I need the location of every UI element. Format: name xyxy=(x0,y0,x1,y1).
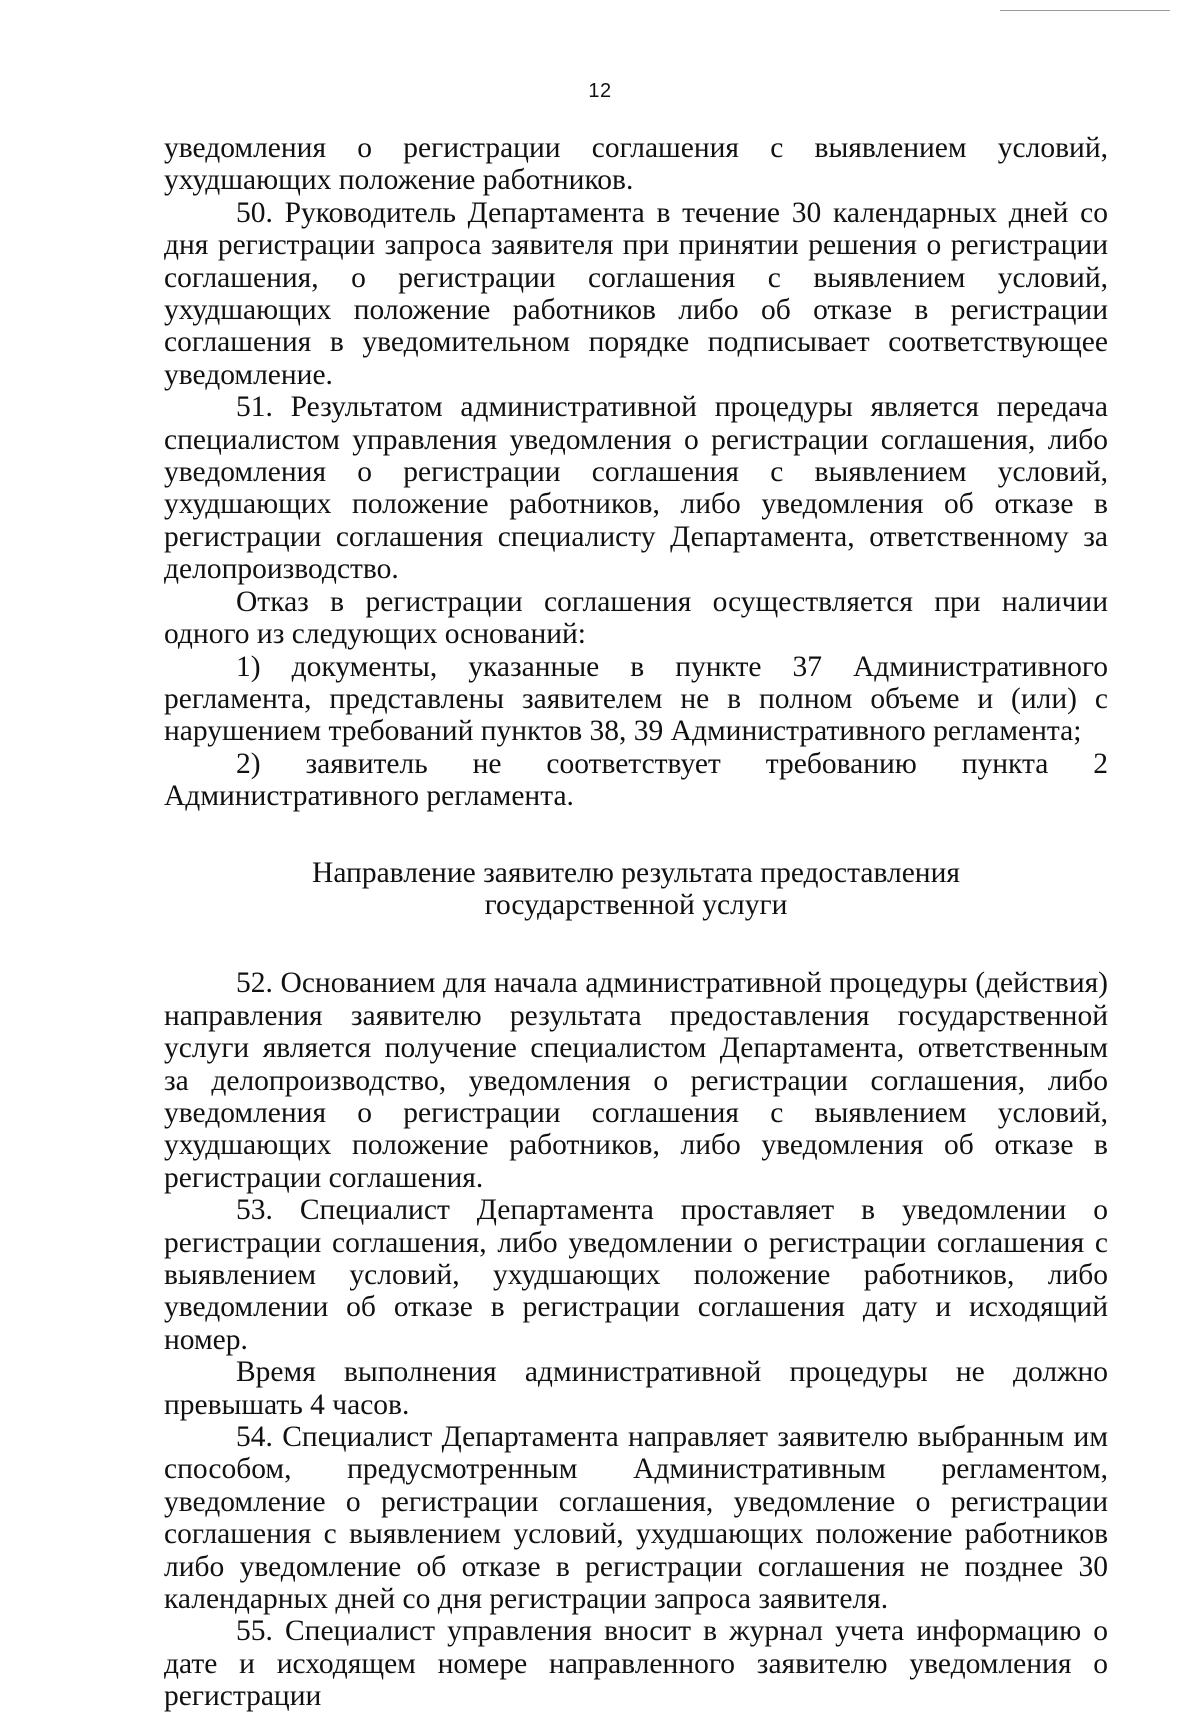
list-item-1: 1) документы, указанные в пункте 37 Административного регламента, представлены заявителем не в полном объеме и (или) с нарушением требований пунктов 38, 39 Административного регламента; xyxy=(164,650,1108,748)
section-heading xyxy=(164,857,1108,922)
paragraph-continuation: уведомления о регистрации соглашения с выявлением условий, ухудшающих положение работников. xyxy=(164,132,1108,197)
section-heading-line-1: Направление заявителю результата предоставления xyxy=(312,856,960,889)
paragraph-50: 50. Руководитель Департамента в течение 30 календарных дней со дня регистрации запроса заявителя при принятии решения о регистрации соглашения, о регистрации соглашения с выявлением условий, ухудшающих положение работников либо об отказе в регистрации соглашения в уведомительном порядке подписывает соответствующее уведомление. xyxy=(164,196,1108,391)
list-item-2: 2) заявитель не соответствует требованию пункта 2 Административного регламента. xyxy=(164,747,1108,813)
paragraph-52: 52. Основанием для начала административной процедуры (действия) направления заявителю результата предоставления государственной услуги является получение специалистом Департамента, ответственным за делопроизводство, уведомления о регистрации соглашения, либо уведомления о регистрации соглашения с выявлением условий, ухудшающих положение работников, либо уведомления об отказе в регистрации соглашения. xyxy=(164,967,1108,1194)
paragraph-54: 54. Специалист Департамента направляет заявителю выбранным им способом, предусмотренным Административным регламентом, уведомление о регистрации соглашения, уведомление о регистрации соглашения с выявлением условий, ухудшающих положение работников либо уведомление об отказе в регистрации соглашения не позднее 30 календарных дней со дня регистрации запроса заявителя. xyxy=(164,1421,1108,1616)
paragraph-refusal-grounds: Отказ в регистрации соглашения осуществляется при наличии одного из следующих оснований: xyxy=(164,585,1108,651)
paragraph-53: 53. Специалист Департамента проставляет в уведомлении о регистрации соглашения, либо уведомлении о регистрации соглашения с выявлением условий, ухудшающих положение работников, либо уведомлении об отказе в регистрации соглашения дату и исходящий номер. xyxy=(164,1194,1108,1356)
page-number: 12 xyxy=(588,80,612,102)
document-body xyxy=(164,132,1108,1713)
scan-edge-line xyxy=(1000,10,1170,11)
paragraph-55: 55. Специалист управления вносит в журнал учета информацию о дате и исходящем номере направленного заявителю уведомления о регистрации xyxy=(164,1615,1108,1713)
paragraph-51: 51. Результатом административной процедуры является передача специалистом управления уведомления о регистрации соглашения, либо уведомления о регистрации соглашения с выявлением условий, ухудшающих положение работников, либо уведомления об отказе в регистрации соглашения специалисту Департамента, ответственному за делопроизводство. xyxy=(164,391,1108,586)
paragraph-time-limit: Время выполнения административной процедуры не должно превышать 4 часов. xyxy=(164,1356,1108,1421)
section-heading-line-2: государственной услуги xyxy=(484,888,788,921)
